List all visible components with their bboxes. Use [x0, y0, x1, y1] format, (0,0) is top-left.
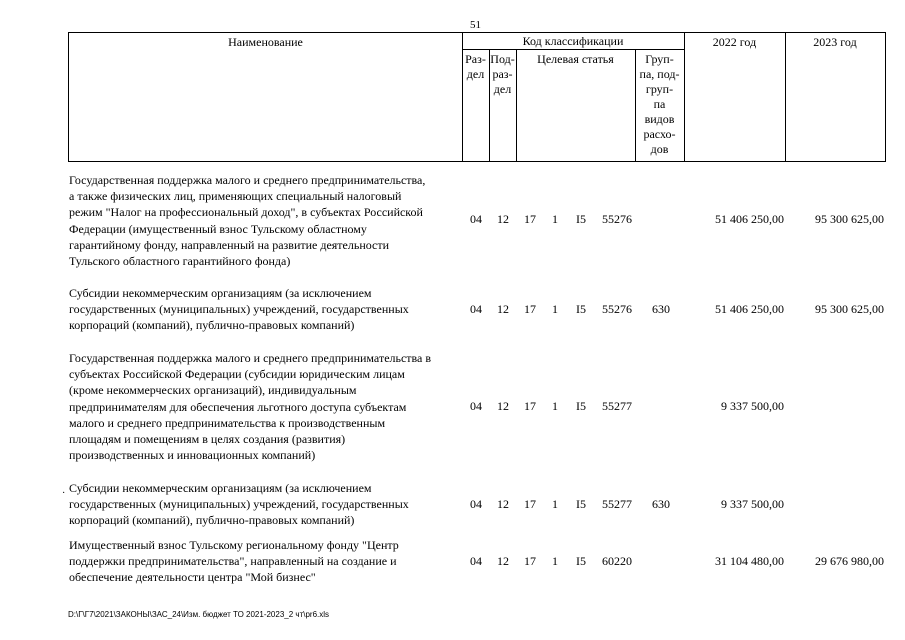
- header-subsection-line: дел: [493, 82, 512, 96]
- cell-amount-2023: 95 300 625,00: [815, 212, 884, 226]
- header-subsection-line: Под-: [490, 52, 515, 66]
- header-subsection: [489, 52, 516, 97]
- row-name-line: Государственная поддержка малого и среднего предпринимательства,: [69, 173, 426, 187]
- header-group-line: расхо-: [643, 127, 676, 141]
- cell-amount-2022: 31 104 480,00: [715, 554, 784, 568]
- row-name-line: государственных (муниципальных) учреждений, государственных: [69, 497, 409, 512]
- cell-project: I5: [576, 399, 586, 413]
- cell-subprogram: 1: [552, 497, 558, 511]
- cell-project: I5: [576, 212, 586, 226]
- cell-subsection: 12: [497, 554, 509, 568]
- row-name-line: Имущественный взнос Тульскому региональному фонду "Центр: [69, 538, 399, 552]
- row-name-line: гарантийному фонду, направленный на развитие деятельности: [69, 237, 390, 252]
- cell-subprogram: 1: [552, 212, 558, 226]
- table-row: [0, 172, 905, 272]
- cell-section: 04: [470, 554, 482, 568]
- cell-program: 17: [524, 554, 536, 568]
- cell-program: 17: [524, 497, 536, 511]
- cell-section: 04: [470, 399, 482, 413]
- row-name: [69, 350, 464, 463]
- cell-direction: 55277: [602, 399, 632, 413]
- cell-section: 04: [470, 212, 482, 226]
- cell-subsection: 12: [497, 212, 509, 226]
- table-row: [0, 285, 905, 335]
- cell-amount-2023: 29 676 980,00: [815, 554, 884, 568]
- row-name-line: режим "Налог на профессиональный доход", в субъектах Российской: [69, 205, 423, 220]
- cell-direction: 55276: [602, 302, 632, 316]
- header-year-2023: 2023 год: [813, 35, 857, 49]
- row-name-line: площадям и помещениям в целях создания (развития): [69, 432, 346, 447]
- table-row: [0, 350, 905, 465]
- cell-project: I5: [576, 497, 586, 511]
- cell-project: I5: [576, 554, 586, 568]
- cell-amount-2022: 51 406 250,00: [715, 302, 784, 316]
- header-group-line: видов: [644, 112, 675, 126]
- header-year-2022: 2022 год: [712, 35, 757, 49]
- row-name-line: корпораций (компаний), публично-правовых компаний): [69, 318, 355, 333]
- cell-section: 04: [470, 497, 482, 511]
- cell-direction: 55276: [602, 212, 632, 226]
- cell-program: 17: [524, 399, 536, 413]
- cell-project: I5: [576, 302, 586, 316]
- cell-direction: 60220: [602, 554, 632, 568]
- cell-expense-group: 630: [652, 497, 670, 511]
- row-name: [69, 537, 464, 586]
- header-target-item: Целевая статья: [537, 52, 614, 66]
- header-group-line: дов: [650, 142, 669, 156]
- header-subsection-line: раз-: [492, 67, 513, 81]
- header-group-line: груп-: [645, 82, 674, 96]
- cell-subsection: 12: [497, 302, 509, 316]
- cell-program: 17: [524, 212, 536, 226]
- cell-amount-2022: 9 337 500,00: [721, 497, 784, 511]
- cell-direction: 55277: [602, 497, 632, 511]
- header-classification: Код классификации: [522, 34, 624, 48]
- file-path-footer: D:\Г\Г7\2021\ЗАКОНЫ\ЗАС_24\Изм. бюджет ТО 2021-2023_2 чт\pr6.xls: [68, 610, 330, 619]
- header-group-line: па, под-: [639, 67, 680, 81]
- cell-amount-2023: 95 300 625,00: [815, 302, 884, 316]
- cell-program: 17: [524, 302, 536, 316]
- table-row: [0, 537, 905, 587]
- cell-amount-2022: 51 406 250,00: [715, 212, 784, 226]
- row-name-line: корпораций (компаний), публично-правовых компаний): [69, 513, 355, 528]
- row-name-line: Субсидии некоммерческим организациям (за исключением: [69, 286, 372, 300]
- row-name-line: Субсидии некоммерческим организациям (за исключением: [69, 481, 372, 495]
- row-name-line: Государственная поддержка малого и среднего предпринимательства в: [69, 351, 432, 365]
- cell-subprogram: 1: [552, 302, 558, 316]
- cell-amount-2022: 9 337 500,00: [721, 399, 784, 413]
- row-name: [69, 285, 464, 334]
- row-name-line: (кроме некоммерческих организаций), индивидуальным: [69, 383, 357, 398]
- cell-subprogram: 1: [552, 554, 558, 568]
- page-number: 51: [470, 19, 481, 31]
- table-row: [0, 480, 905, 530]
- cell-expense-group: 630: [652, 302, 670, 316]
- row-name: [69, 480, 464, 529]
- row-name-line: обеспечение деятельности центра "Мой бизнес": [69, 570, 316, 585]
- row-name-line: а также физических лиц, применяющих специальный налоговый: [69, 189, 402, 204]
- header-group: [635, 52, 684, 157]
- header-section-line: дел: [466, 67, 485, 81]
- row-name-line: Тульского областного гарантийного фонда): [69, 254, 291, 269]
- header-section-line: Раз-: [465, 52, 486, 66]
- header-group-line: Груп-: [645, 52, 674, 66]
- cell-subprogram: 1: [552, 399, 558, 413]
- row-name-line: малого и среднего предпринимательства к производственным: [69, 415, 386, 430]
- row-name-line: субъектах Российской Федерации (субсидии юридическим лицам: [69, 367, 405, 382]
- row-name-line: предпринимателям для обеспечения льготного доступа субъектам: [69, 399, 407, 414]
- cell-section: 04: [470, 302, 482, 316]
- row-name-line: государственных (муниципальных) учреждений, государственных: [69, 302, 409, 317]
- row-name-line: поддержки предпринимательства", направленный на создание и: [69, 554, 397, 569]
- header-group-line: па: [653, 97, 666, 111]
- header-section: [462, 52, 489, 82]
- row-name-line: Федерации (имущественный взнос Тульскому областному: [69, 221, 367, 236]
- row-name: [69, 172, 464, 269]
- row-name-line: производственных и инновационных компаний): [69, 448, 316, 463]
- cell-subsection: 12: [497, 497, 509, 511]
- header-name: Наименование: [228, 35, 303, 49]
- table-header: [68, 32, 886, 162]
- cell-subsection: 12: [497, 399, 509, 413]
- margin-dot: ·: [62, 488, 66, 499]
